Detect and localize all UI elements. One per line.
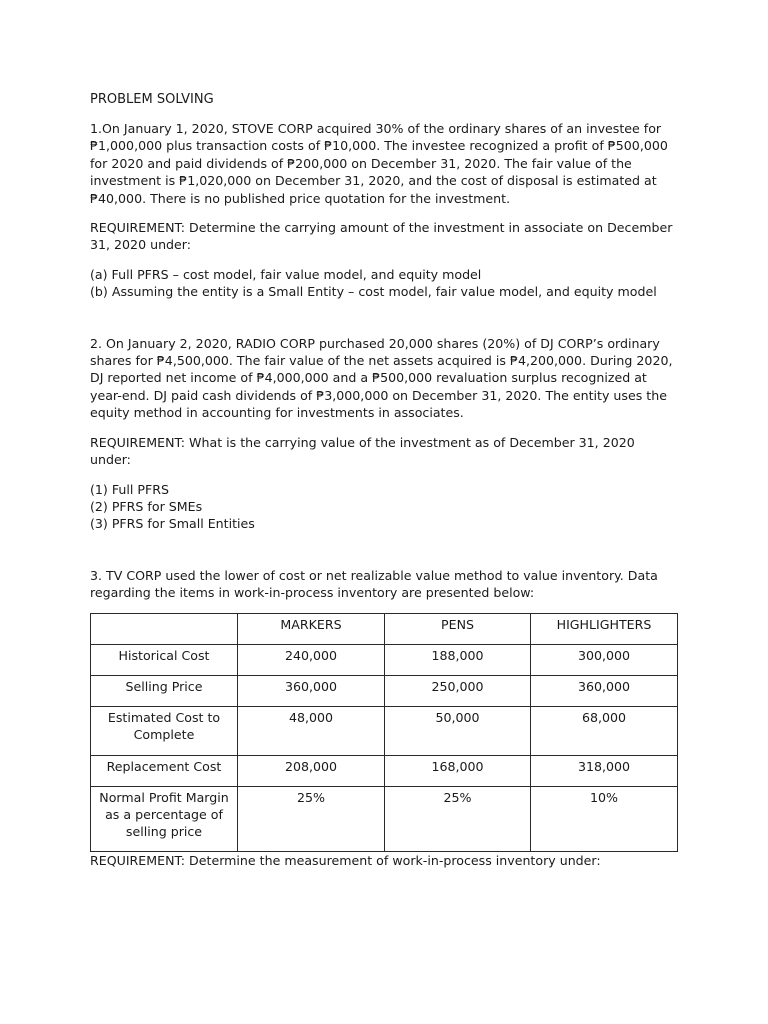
row-label: Historical Cost [91, 644, 238, 675]
text-line: 2. On January 2, 2020, RADIO CORP purchased 20,000 shares (20%) of DJ CORP’s ordinary [90, 335, 660, 351]
table-cell: 10% [531, 786, 678, 851]
table-row [91, 675, 678, 706]
table-cell: 168,000 [385, 755, 531, 786]
text-line: 31, 2020 under: [90, 237, 191, 253]
text-line: 1.On January 1, 2020, STOVE CORP acquired 30% of the ordinary shares of an investee for [90, 121, 662, 136]
row-label-line: Estimated Cost to [107, 709, 221, 725]
row-label: Replacement Cost [91, 755, 238, 786]
table-cell: 250,000 [385, 675, 531, 706]
table-row [91, 786, 678, 851]
option-item: (b) Assuming the entity is a Small Entity – cost model, fair value model, and equity model [90, 284, 657, 300]
problem-1-text [90, 120, 680, 207]
table-cell: 48,000 [238, 706, 385, 755]
table-header-cell: PENS [385, 613, 531, 644]
text-line: year-end. DJ paid cash dividends of ₱3,000,000 on December 31, 2020. The entity uses the [90, 387, 667, 403]
table-row [91, 706, 678, 755]
table-header-row [91, 613, 678, 644]
table-cell: 208,000 [238, 755, 385, 786]
problem-2-requirement [90, 434, 680, 469]
document-page [90, 91, 680, 869]
table-cell: 360,000 [531, 675, 678, 706]
text-line: shares for ₱4,500,000. The fair value of the net assets acquired is ₱4,200,000. During 2020, [90, 353, 673, 369]
table-cell: 360,000 [238, 675, 385, 706]
problem-2-options [90, 481, 680, 533]
table-header-cell: HIGHLIGHTERS [531, 613, 678, 644]
table-cell: 240,000 [238, 644, 385, 675]
table-row [91, 755, 678, 786]
text-line: ₱40,000. There is no published price quotation for the investment. [90, 190, 511, 206]
row-label-line: Normal Profit Margin [99, 789, 229, 805]
row-label-line: Complete [133, 726, 195, 742]
text-line: under: [90, 452, 131, 468]
table-cell: 188,000 [385, 644, 531, 675]
problem-3-text [90, 567, 680, 602]
problem-1-requirement [90, 219, 680, 254]
text-line: regarding the items in work-in-process inventory are presented below: [90, 585, 535, 601]
table-header-cell [91, 613, 238, 644]
row-label [91, 706, 238, 755]
table-cell: 50,000 [385, 706, 531, 755]
text-line: 3. TV CORP used the lower of cost or net realizable value method to value inventory. Data [90, 567, 658, 583]
text-line: REQUIREMENT: Determine the carrying amount of the investment in associate on December [90, 220, 673, 236]
text-line: for 2020 and paid dividends of ₱200,000 on December 31, 2020. The fair value of the [90, 155, 632, 171]
wip-inventory-table [90, 613, 678, 852]
problem-3-requirement: REQUIREMENT: Determine the measurement of work-in-process inventory under: [90, 852, 601, 868]
option-item: (a) Full PFRS – cost model, fair value model, and equity model [90, 266, 482, 282]
text-line: DJ reported net income of ₱4,000,000 and a ₱500,000 revaluation surplus recognized at [90, 370, 647, 386]
text-line: investment is ₱1,020,000 on December 31, 2020, and the cost of disposal is estimated at [90, 173, 657, 189]
table-cell: 300,000 [531, 644, 678, 675]
table-cell: 25% [238, 786, 385, 851]
table-cell: 25% [385, 786, 531, 851]
table-cell: 318,000 [531, 755, 678, 786]
row-label: Selling Price [91, 675, 238, 706]
table-row [91, 644, 678, 675]
text-line: REQUIREMENT: What is the carrying value of the investment as of December 31, 2020 [90, 434, 635, 450]
problem-2-text [90, 335, 680, 422]
option-item: (3) PFRS for Small Entities [90, 516, 255, 532]
problem-1-options [90, 266, 680, 301]
table-header-cell: MARKERS [238, 613, 385, 644]
text-line: equity method in accounting for investments in associates. [90, 405, 464, 421]
row-label-line: selling price [125, 824, 203, 840]
row-label-line: as a percentage of [105, 806, 223, 822]
row-label [91, 786, 238, 851]
table-cell: 68,000 [531, 706, 678, 755]
option-item: (1) Full PFRS [90, 481, 169, 497]
text-line: ₱1,000,000 plus transaction costs of ₱10,000. The investee recognized a profit of ₱500,000 [90, 138, 668, 154]
option-item: (2) PFRS for SMEs [90, 498, 203, 514]
page-title: PROBLEM SOLVING [90, 92, 214, 107]
